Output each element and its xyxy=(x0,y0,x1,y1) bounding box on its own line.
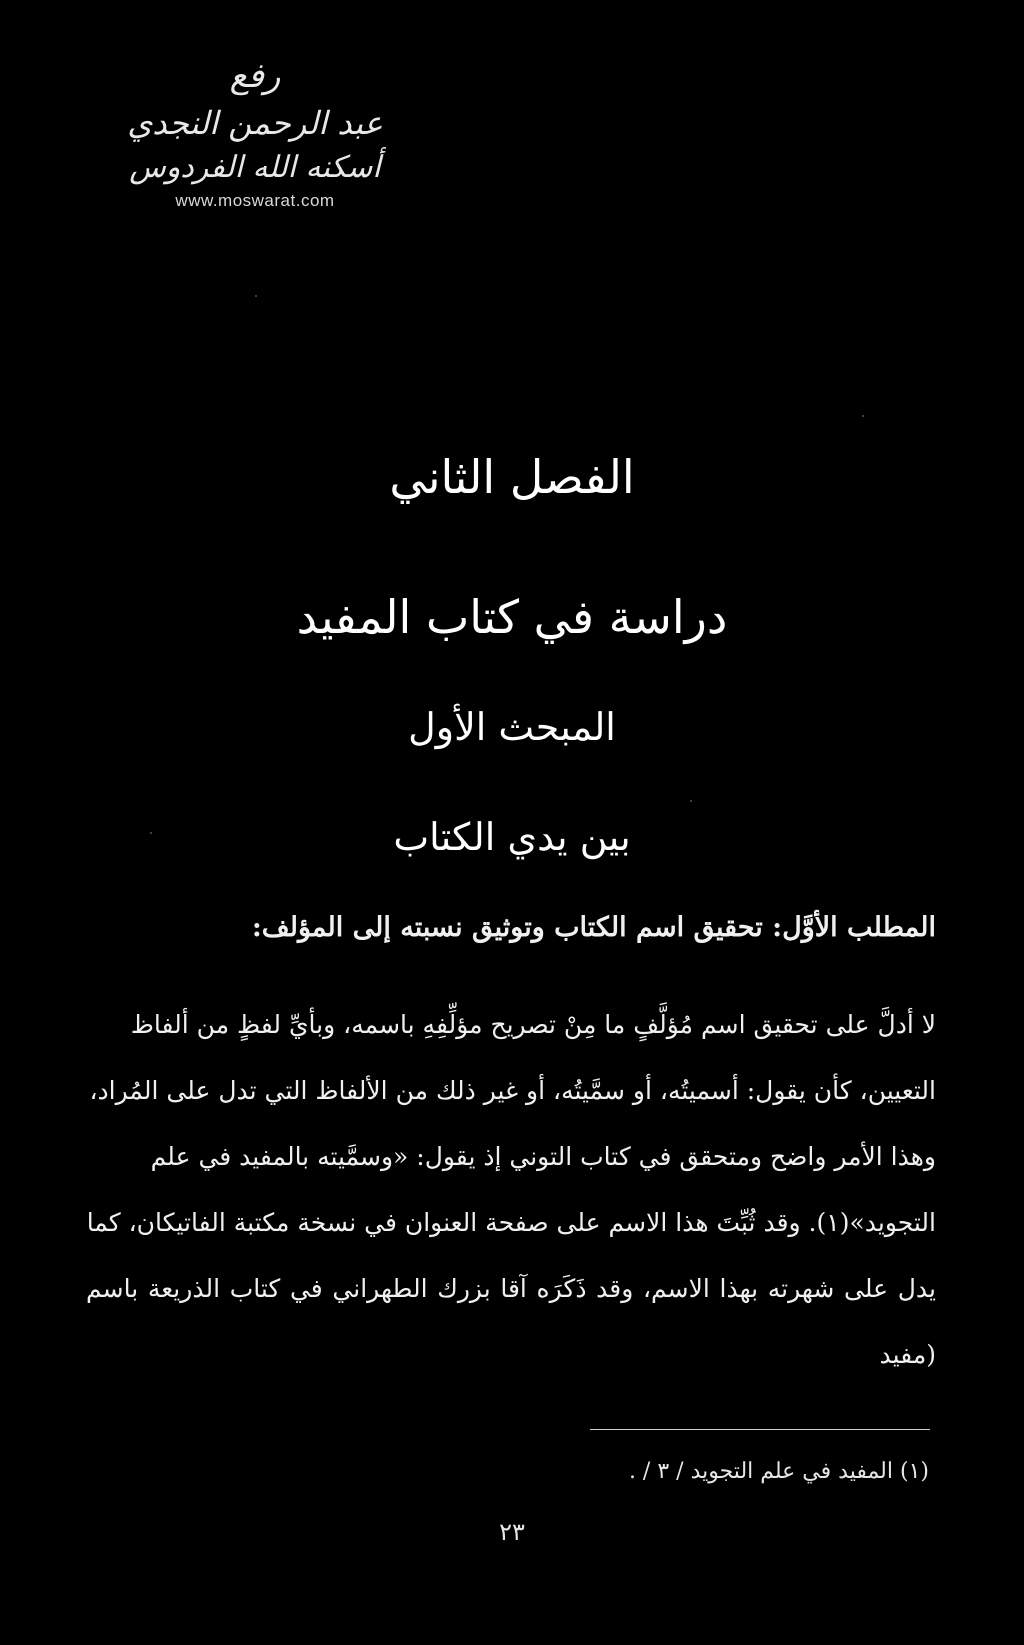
paragraph-line: يدل على شهرته بهذا الاسم، وقد ذَكَرَه آقا بزرك الطهراني في كتاب الذريعة باسم (مفيد xyxy=(86,1274,936,1369)
paragraph-line: لا أدلَّ على تحقيق اسم مُؤلَّفٍ ما مِنْ تصريح مؤلِّفِهِ باسمه، وبأيِّ لفظٍ من ألفاظ xyxy=(130,1010,936,1039)
subsection-heading: بين يدي الكتاب xyxy=(393,815,631,859)
footnote-divider xyxy=(590,1429,930,1430)
stamp-line-3: أسكنه الله الفردوس xyxy=(129,150,381,185)
chapter-heading: الفصل الثاني xyxy=(389,450,635,504)
stamp-url: www.moswarat.com xyxy=(175,191,335,210)
requirement-title: المطلب الأوَّل: تحقيق اسم الكتاب وتوثيق نسبته إلى المؤلف: xyxy=(251,912,936,943)
paragraph-line: التجويد»(١). وقد ثُبِّتَ هذا الاسم على صفحة العنوان في نسخة مكتبة الفاتيكان، كما xyxy=(86,1208,936,1237)
stamp-line-1: رفع xyxy=(229,56,281,96)
chapter-title: دراسة في كتاب المفيد xyxy=(296,590,728,644)
scan-speck xyxy=(150,832,152,834)
scan-speck xyxy=(255,295,257,297)
uploader-stamp xyxy=(120,52,390,252)
body-paragraph xyxy=(86,992,936,1388)
stamp-line-2: عبد الرحمن النجدي xyxy=(127,104,383,142)
scan-speck xyxy=(690,800,692,802)
paragraph-line: التعيين، كأن يقول: أسميتُه، أو سمَّيتُه، أو غير ذلك من الألفاظ التي تدل على المُراد، xyxy=(89,1076,936,1105)
scan-speck xyxy=(862,415,864,417)
page-number: ٢٣ xyxy=(499,1518,525,1546)
section-heading: المبحث الأول xyxy=(408,705,616,749)
paragraph-line: وهذا الأمر واضح ومتحقق في كتاب التوني إذ يقول: «وسمَّيته بالمفيد في علم xyxy=(150,1142,936,1171)
footnote: (١) المفيد في علم التجويد / ٣ / . xyxy=(628,1459,929,1484)
